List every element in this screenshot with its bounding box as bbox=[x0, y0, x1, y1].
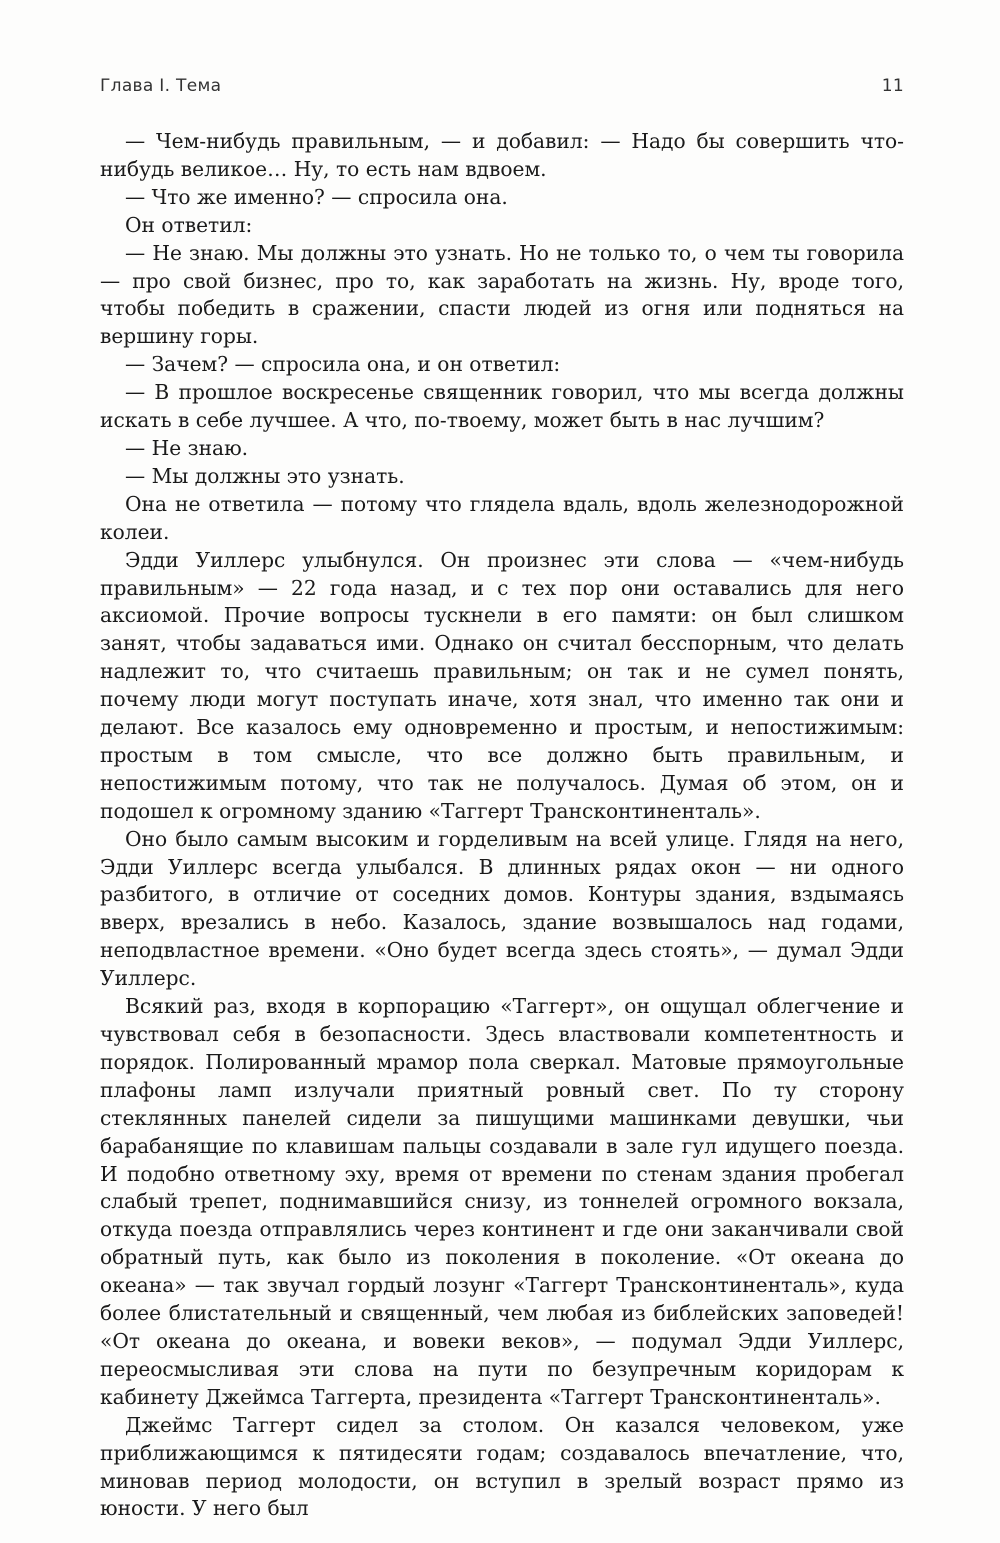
running-head bbox=[100, 76, 904, 106]
paragraph: Оно было самым высоким и горделивым на всей улице. Глядя на него, Эдди Уиллерс всегда улыбался. В длинных рядах окон — ни одного разбитого, в отличие от соседних домов. Контуры здания, вздымаясь вверх, врезались в небо. Казалось, здание возвышалось над годами, неподвластное времени. «Оно будет всегда здесь стоять», — думал Эдди Уиллерс. bbox=[100, 826, 904, 991]
paragraph: — Не знаю. bbox=[125, 435, 249, 460]
page-number: 11 bbox=[881, 76, 904, 96]
paragraph: — Что же именно? — спросила она. bbox=[125, 184, 508, 209]
paragraph: Эдди Уиллерс улыбнулся. Он произнес эти слова — «чем-нибудь правильным» — 22 года назад, и с тех пор они оставались для него аксиомой. Прочие вопросы тускнели в его памяти: он был слишком занят, чтобы задаваться ими. Однако он считал бесспорным, что делать надлежит то, что считаешь правильным; он так и не сумел понять, почему люди могут поступать иначе, хотя знал, что именно так они и делают. Все казалось ему одновременно и простым, и непостижимым: простым в том смысле, что все должно быть правильным, и непостижимым потому, что так не получалось. Думая об этом, он и подошел к огромному зданию «Таггерт Трансконтиненталь». bbox=[100, 547, 904, 823]
paragraph: — В прошлое воскресенье священник говорил, что мы всегда должны искать в себе лучшее. А что, по-твоему, может быть в нас лучшим? bbox=[100, 380, 904, 433]
paragraph: — Мы должны это узнать. bbox=[125, 463, 405, 488]
paragraph: — Зачем? — спросила она, и он ответил: bbox=[125, 352, 561, 377]
paragraph: — Не знаю. Мы должны это узнать. Но не только то, о чем ты говорила — про свой бизнес, про то, как заработать на жизнь. Ну, вроде того, чтобы победить в сражении, спасти людей из огня или подняться на вершину горы. bbox=[100, 240, 904, 349]
chapter-title: Глава I. Тема bbox=[100, 76, 222, 96]
paragraph: Она не ответила — потому что глядела вдаль, вдоль железнодорожной колеи. bbox=[100, 491, 904, 544]
paragraph: Джеймс Таггерт сидел за столом. Он казался человеком, уже приближающимся к пятидесяти годам; создавалось впечатление, что, миновав период молодости, он вступил в зрелый возраст прямо из юности. У него был bbox=[100, 1412, 904, 1521]
paragraph: — Чем-нибудь правильным, — и добавил: — Надо бы совершить что-нибудь великое… Ну, то есть нам вдвоем. bbox=[100, 129, 904, 181]
paragraph: Он ответил: bbox=[125, 212, 253, 237]
paragraph: Всякий раз, входя в корпорацию «Таггерт», он ощущал облегчение и чувствовал себя в безопасности. Здесь властвовали компетентность и порядок. Полированный мрамор пола сверкал. Матовые прямоугольные плафоны ламп излучали приятный ровный свет. По ту сторону стеклянных панелей сидели за пишущими машинками девушки, чьи барабанящие по клавишам пальцы создавали в зале гул идущего поезда. И подобно ответному эху, время от времени по стенам здания пробегал слабый трепет, поднимавшийся снизу, из тоннелей огромного вокзала, откуда поезда отправлялись через континент и где они заканчивали свой обратный путь, как было из поколения в поколение. «От океана до океана» — так звучал гордый лозунг «Таггерт Трансконтиненталь», куда более блистательный и священный, чем любая из библейских заповедей! «От океана до океана, и вовеки веков», — подумал Эдди Уиллерс, переосмысливая эти слова на пути по безупречным коридорам к кабинету Джеймса Таггерта, президента «Таггерт Трансконтиненталь». bbox=[100, 994, 904, 1409]
body-text bbox=[100, 128, 904, 1523]
